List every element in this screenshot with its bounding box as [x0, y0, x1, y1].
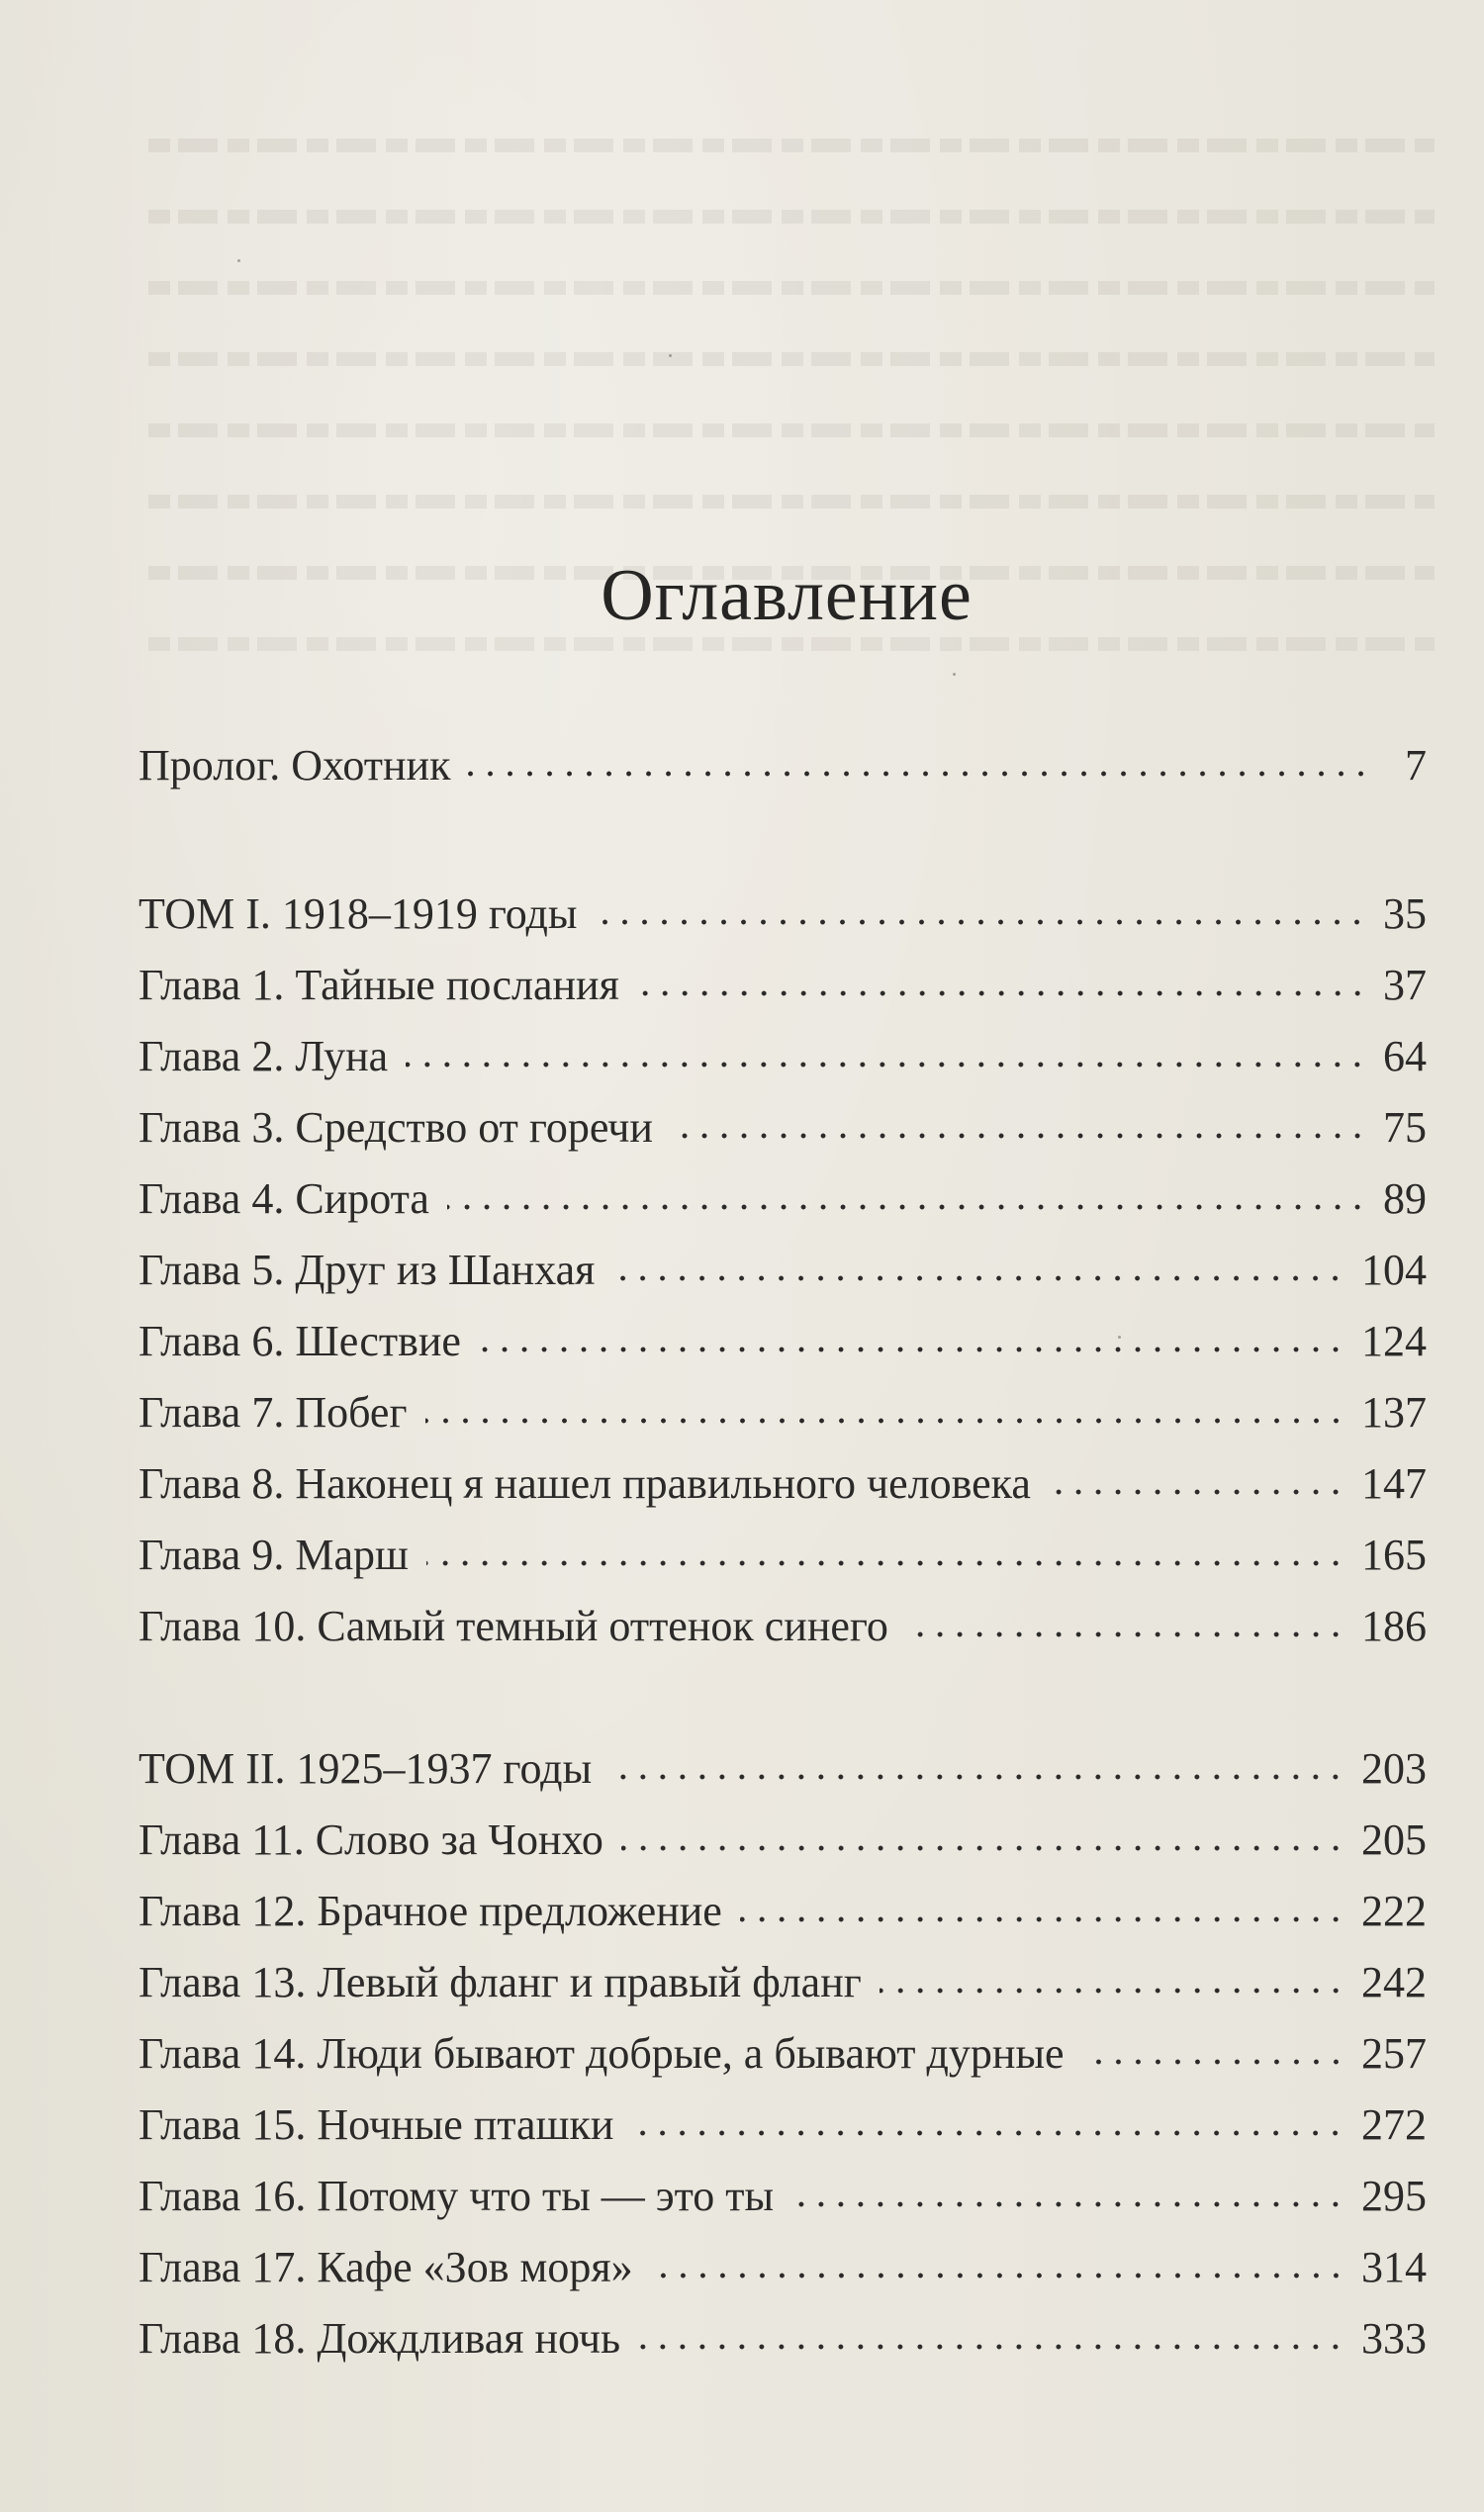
- toc-entry-page: 35: [1383, 889, 1427, 938]
- toc-entry-label: Глава 3. Средство от горечи: [139, 1103, 653, 1152]
- toc-entry-label: Глава 7. Побег: [139, 1388, 408, 1437]
- toc-entry-page: 37: [1383, 961, 1427, 1009]
- dot-leader: [425, 1417, 1346, 1425]
- toc-entry-volume-2[interactable]: [139, 1733, 1427, 1805]
- page-title: Оглавление: [601, 555, 973, 636]
- dot-leader: [638, 2343, 1345, 2351]
- toc-entry-page: 333: [1361, 2314, 1427, 2363]
- toc-entry-page: 186: [1361, 1602, 1427, 1650]
- toc-entry-page: 64: [1383, 1032, 1427, 1080]
- dot-leader: [612, 1274, 1345, 1282]
- dot-leader: [468, 770, 1371, 778]
- dot-leader: [671, 1132, 1367, 1140]
- toc-entry-page: 104: [1361, 1246, 1427, 1294]
- dot-leader: [880, 1987, 1345, 1995]
- toc-entry-chapter-2[interactable]: [139, 1021, 1427, 1092]
- toc-entry-page: 257: [1361, 2029, 1427, 2078]
- toc-entry-label: Глава 18. Дождливая ночь: [139, 2314, 621, 2363]
- dot-leader: [631, 2129, 1345, 2137]
- toc-entry-label: ТОМ II. 1925–1937 годы: [139, 1744, 593, 1793]
- dot-leader: [479, 1346, 1345, 1353]
- toc-entry-label: Глава 2. Луна: [139, 1032, 389, 1080]
- toc-entry-label: Глава 16. Потому что ты — это ты: [139, 2172, 775, 2220]
- dot-leader: [426, 1559, 1345, 1567]
- toc-entry-chapter-8[interactable]: [139, 1448, 1427, 1520]
- dot-leader: [1082, 2058, 1345, 2066]
- toc-entry-chapter-7[interactable]: [139, 1377, 1427, 1448]
- toc-entry-chapter-15[interactable]: [139, 2090, 1427, 2161]
- dot-leader: [595, 918, 1367, 926]
- dot-leader: [740, 1915, 1345, 1923]
- toc-entry-chapter-12[interactable]: [139, 1876, 1427, 1947]
- toc-entry-page: 75: [1383, 1103, 1427, 1152]
- toc-entry-page: 137: [1361, 1388, 1427, 1437]
- dot-leader: [1049, 1488, 1345, 1496]
- paper-speck: [669, 354, 672, 357]
- spacer: [139, 801, 1427, 879]
- toc-entry-page: 222: [1361, 1887, 1427, 1935]
- toc-entry-label: Пролог. Охотник: [139, 741, 451, 790]
- toc-entry-chapter-11[interactable]: [139, 1805, 1427, 1876]
- toc-entry-chapter-5[interactable]: [139, 1235, 1427, 1306]
- toc-entry-page: 205: [1361, 1815, 1427, 1864]
- toc-entry-page: 272: [1361, 2100, 1427, 2149]
- toc-entry-chapter-9[interactable]: [139, 1520, 1427, 1591]
- table-of-contents: [139, 730, 1427, 2374]
- toc-entry-label: Глава 14. Люди бывают добрые, а бывают дурные: [139, 2029, 1065, 2078]
- dot-leader: [406, 1061, 1367, 1069]
- toc-entry-label: Глава 15. Ночные пташки: [139, 2100, 614, 2149]
- toc-entry-label: Глава 9. Марш: [139, 1531, 409, 1579]
- toc-entry-page: 89: [1383, 1174, 1427, 1223]
- toc-entry-page: 147: [1361, 1459, 1427, 1508]
- toc-entry-chapter-16[interactable]: [139, 2161, 1427, 2232]
- toc-entry-prologue[interactable]: [139, 730, 1427, 801]
- dot-leader: [447, 1203, 1367, 1211]
- toc-entry-label: Глава 4. Сирота: [139, 1174, 429, 1223]
- toc-entry-volume-1[interactable]: [139, 879, 1427, 950]
- dot-leader: [637, 989, 1367, 997]
- paper-speck: [237, 259, 240, 262]
- toc-entry-chapter-4[interactable]: [139, 1163, 1427, 1235]
- dot-leader: [906, 1630, 1345, 1638]
- paper-speck: [953, 673, 956, 676]
- toc-entry-page: 295: [1361, 2172, 1427, 2220]
- toc-entry-chapter-17[interactable]: [139, 2232, 1427, 2303]
- toc-entry-chapter-1[interactable]: [139, 950, 1427, 1021]
- toc-entry-page: 165: [1361, 1531, 1427, 1579]
- toc-entry-chapter-14[interactable]: [139, 2018, 1427, 2090]
- toc-entry-page: 7: [1405, 741, 1427, 790]
- dot-leader: [621, 1844, 1345, 1852]
- toc-entry-label: Глава 12. Брачное предложение: [139, 1887, 722, 1935]
- toc-entry-label: Глава 5. Друг из Шанхая: [139, 1246, 596, 1294]
- toc-entry-page: 314: [1361, 2243, 1427, 2291]
- toc-entry-label: ТОМ I. 1918–1919 годы: [139, 889, 578, 938]
- toc-entry-label: Глава 1. Тайные послания: [139, 961, 619, 1009]
- dot-leader: [609, 1773, 1345, 1781]
- dot-leader: [651, 2272, 1345, 2279]
- toc-entry-label: Глава 17. Кафе «Зов моря»: [139, 2243, 633, 2291]
- toc-entry-page: 242: [1361, 1958, 1427, 2006]
- toc-entry-label: Глава 8. Наконец я нашел правильного человека: [139, 1459, 1031, 1508]
- dot-leader: [791, 2200, 1345, 2208]
- toc-entry-page: 124: [1361, 1317, 1427, 1365]
- toc-entry-chapter-6[interactable]: [139, 1306, 1427, 1377]
- toc-entry-label: Глава 13. Левый фланг и правый фланг: [139, 1958, 862, 2006]
- toc-entry-page: 203: [1361, 1744, 1427, 1793]
- toc-entry-label: Глава 10. Самый темный оттенок синего: [139, 1602, 888, 1650]
- toc-entry-chapter-18[interactable]: [139, 2303, 1427, 2374]
- toc-entry-label: Глава 11. Слово за Чонхо: [139, 1815, 603, 1864]
- toc-entry-chapter-3[interactable]: [139, 1092, 1427, 1163]
- toc-entry-chapter-13[interactable]: [139, 1947, 1427, 2018]
- toc-entry-label: Глава 6. Шествие: [139, 1317, 461, 1365]
- spacer: [139, 1662, 1427, 1733]
- toc-entry-chapter-10[interactable]: [139, 1591, 1427, 1662]
